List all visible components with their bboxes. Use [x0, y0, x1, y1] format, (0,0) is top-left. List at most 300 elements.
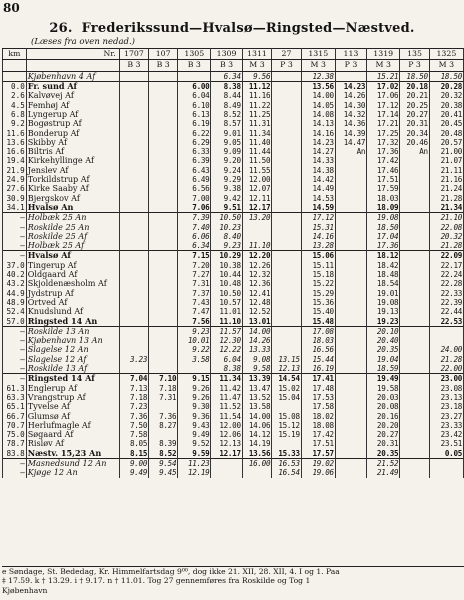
- time-cell: 13.15: [272, 355, 302, 364]
- time-cell: 6.00: [178, 82, 211, 92]
- time-cell: [149, 223, 178, 232]
- station-cell: Slagelse 12 Af: [26, 355, 119, 364]
- time-cell: 23.33: [429, 421, 463, 430]
- time-cell: 12.32: [242, 270, 272, 279]
- time-cell: 18.02: [301, 412, 335, 421]
- time-cell: 21.49: [367, 468, 400, 477]
- time-cell: 7.18: [149, 384, 178, 393]
- time-cell: [335, 430, 366, 439]
- km-cell: 43.2: [3, 279, 27, 288]
- time-cell: 12.36: [242, 279, 272, 288]
- time-cell: [119, 317, 148, 327]
- time-cell: 11.10: [211, 317, 242, 327]
- time-cell: 21.16: [429, 175, 463, 184]
- time-cell: 11.44: [242, 147, 272, 156]
- time-cell: [335, 241, 366, 251]
- time-cell: 20.31: [400, 119, 430, 128]
- km-cell: 21.9: [3, 166, 27, 175]
- time-cell: [119, 326, 148, 336]
- time-cell: [335, 307, 366, 316]
- station-cell: Kjøge 12 An: [26, 468, 119, 477]
- time-cell: 17.04: [367, 232, 400, 241]
- km-cell: —: [3, 223, 27, 232]
- time-cell: [119, 270, 148, 279]
- table-row: [3, 213, 464, 223]
- km-cell: —: [3, 364, 27, 374]
- time-cell: 7.00: [178, 194, 211, 203]
- time-cell: [335, 317, 366, 327]
- time-cell: 20.35: [367, 345, 400, 354]
- station-cell: Bonderup Af: [26, 129, 119, 138]
- time-cell: 7.31: [178, 279, 211, 288]
- time-cell: 19.01: [367, 289, 400, 298]
- time-cell: 21.28: [429, 194, 463, 203]
- column-subheader: B 3: [119, 60, 148, 71]
- time-cell: 17.53: [301, 393, 335, 402]
- time-cell: [400, 156, 430, 165]
- time-cell: [149, 270, 178, 279]
- time-cell: 17.36: [367, 241, 400, 251]
- time-cell: 19.23: [367, 317, 400, 327]
- time-cell: [149, 91, 178, 100]
- time-cell: [335, 175, 366, 184]
- time-cell: 9.56: [242, 71, 272, 81]
- time-cell: [400, 298, 430, 307]
- time-cell: [400, 270, 430, 279]
- time-cell: 16.54: [272, 468, 302, 477]
- time-cell: 7.18: [119, 393, 148, 402]
- time-cell: [272, 138, 302, 147]
- time-cell: [272, 251, 302, 261]
- km-cell: 61.3: [3, 384, 27, 393]
- table-row: [3, 345, 464, 354]
- time-cell: 20.25: [400, 101, 430, 110]
- time-cell: 14.47: [335, 138, 366, 147]
- time-cell: 13.47: [242, 384, 272, 393]
- column-header: Nr.: [26, 49, 119, 60]
- station-cell: Jydstrup Af: [26, 289, 119, 298]
- table-row: [3, 138, 464, 147]
- time-cell: [335, 71, 366, 81]
- column-subheader: M 3: [429, 60, 463, 71]
- time-cell: 9.38: [211, 184, 242, 193]
- time-cell: 18.59: [367, 364, 400, 374]
- time-cell: [400, 468, 430, 477]
- time-cell: 11.23: [178, 458, 211, 468]
- km-cell: 37.0: [3, 261, 27, 270]
- time-cell: 9.01: [211, 129, 242, 138]
- time-cell: 11.40: [242, 138, 272, 147]
- time-cell: 9.05: [211, 138, 242, 147]
- time-cell: 17.02: [367, 82, 400, 92]
- table-number: 26.: [49, 21, 73, 36]
- time-cell: An: [335, 147, 366, 156]
- time-cell: 18.48: [367, 270, 400, 279]
- time-cell: 14.36: [335, 119, 366, 128]
- footnote-line: ‡ 17.59. k † 13.29. i † 9.17. n † 11.01. Tog 27 gennemføres fra Roskilde og Tog 1: [2, 576, 311, 586]
- time-cell: 8.40: [211, 232, 242, 241]
- table-row: [3, 175, 464, 184]
- time-cell: 15.22: [301, 279, 335, 288]
- time-cell: [272, 175, 302, 184]
- table-row: [3, 251, 464, 261]
- time-cell: [335, 374, 366, 384]
- station-cell: Englerup Af: [26, 384, 119, 393]
- time-cell: [149, 156, 178, 165]
- time-cell: 13.58: [242, 402, 272, 411]
- time-cell: [272, 101, 302, 110]
- column-subheader: M 3: [367, 60, 400, 71]
- table-row: [3, 317, 464, 327]
- time-cell: [119, 184, 148, 193]
- time-cell: 20.40: [367, 336, 400, 345]
- time-cell: 20.03: [367, 393, 400, 402]
- time-cell: [119, 364, 148, 374]
- table-row: [3, 439, 464, 448]
- time-cell: 15.12: [272, 421, 302, 430]
- km-cell: 48.9: [3, 298, 27, 307]
- time-cell: 18.42: [367, 261, 400, 270]
- time-cell: [149, 307, 178, 316]
- time-cell: 17.25: [367, 129, 400, 138]
- time-cell: 6.04: [211, 355, 242, 364]
- station-cell: Roskilde 13 An: [26, 326, 119, 336]
- time-cell: 20.10: [367, 326, 400, 336]
- time-cell: 23.51: [429, 439, 463, 448]
- time-cell: [149, 355, 178, 364]
- time-cell: [400, 355, 430, 364]
- time-cell: 9.49: [119, 468, 148, 477]
- km-cell: 75.0: [3, 430, 27, 439]
- time-cell: [242, 223, 272, 232]
- time-cell: 12.13: [211, 439, 242, 448]
- table-row: [3, 326, 464, 336]
- time-cell: 10.44: [211, 270, 242, 279]
- time-cell: [400, 223, 430, 232]
- time-cell: 13.33: [242, 345, 272, 354]
- time-cell: 9.52: [178, 439, 211, 448]
- time-cell: [272, 345, 302, 354]
- time-cell: [335, 345, 366, 354]
- footnotes: [2, 566, 464, 595]
- time-cell: [272, 213, 302, 223]
- time-cell: 14.39: [335, 129, 366, 138]
- time-cell: 7.06: [178, 203, 211, 213]
- time-cell: [335, 166, 366, 175]
- time-cell: 9.29: [211, 175, 242, 184]
- column-subheader: M 3: [301, 60, 335, 71]
- time-cell: 20.16: [367, 412, 400, 421]
- timetable-header: [3, 49, 464, 72]
- station-cell: Kalvøvej Af: [26, 91, 119, 100]
- time-cell: 21.10: [429, 213, 463, 223]
- time-cell: [272, 307, 302, 316]
- time-cell: 12.19: [178, 468, 211, 477]
- page-number: 80: [3, 1, 20, 15]
- km-cell: 6.8: [3, 110, 27, 119]
- station-cell: Tyvelse Af: [26, 402, 119, 411]
- time-cell: 20.21: [400, 91, 430, 100]
- time-cell: [119, 101, 148, 110]
- column-subheader: [26, 60, 119, 71]
- time-cell: [335, 364, 366, 374]
- time-cell: 20.28: [429, 82, 463, 92]
- time-cell: [400, 194, 430, 203]
- km-cell: 2.6: [3, 91, 27, 100]
- km-cell: 78.7: [3, 439, 27, 448]
- column-header: 1309: [211, 49, 242, 60]
- time-cell: 13.28: [301, 241, 335, 251]
- time-cell: 22.17: [429, 261, 463, 270]
- time-cell: [272, 241, 302, 251]
- time-cell: 20.08: [367, 402, 400, 411]
- column-subheader: [3, 60, 27, 71]
- time-cell: 9.45: [149, 468, 178, 477]
- time-cell: 11.47: [211, 393, 242, 402]
- timetable-title: [0, 21, 464, 36]
- time-cell: [272, 71, 302, 81]
- time-cell: 23.18: [429, 402, 463, 411]
- table-row: [3, 223, 464, 232]
- time-cell: [149, 71, 178, 81]
- km-cell: 83.8: [3, 449, 27, 459]
- time-cell: 14.06: [242, 421, 272, 430]
- time-cell: 23.00: [429, 374, 463, 384]
- time-cell: 14.23: [335, 82, 366, 92]
- station-cell: Skibby Af: [26, 138, 119, 147]
- station-cell: Næstv. 15,23 An: [26, 449, 119, 459]
- time-cell: 12.22: [211, 345, 242, 354]
- station-cell: Knudslund Af: [26, 307, 119, 316]
- time-cell: [119, 289, 148, 298]
- time-cell: 14.53: [301, 194, 335, 203]
- time-cell: 14.16: [301, 232, 335, 241]
- time-cell: 14.05: [301, 101, 335, 110]
- time-cell: [400, 384, 430, 393]
- station-cell: Tingerup Af: [26, 261, 119, 270]
- time-cell: 7.23: [119, 402, 148, 411]
- time-cell: [242, 468, 272, 477]
- time-cell: 15.06: [301, 251, 335, 261]
- time-cell: 15.02: [272, 384, 302, 393]
- time-cell: 6.43: [178, 166, 211, 175]
- time-cell: 13.52: [242, 393, 272, 402]
- time-cell: 14.26: [335, 91, 366, 100]
- time-cell: [400, 336, 430, 345]
- time-cell: 21.28: [429, 241, 463, 251]
- route-title: Frederikssund—Hvalsø—Ringsted—Næstved.: [81, 21, 415, 36]
- time-cell: [400, 166, 430, 175]
- time-cell: [335, 194, 366, 203]
- time-cell: [429, 336, 463, 345]
- table-row: [3, 156, 464, 165]
- time-cell: [119, 298, 148, 307]
- time-cell: [272, 110, 302, 119]
- time-cell: [119, 232, 148, 241]
- time-cell: [149, 317, 178, 327]
- reading-direction-note: (Læses fra oven nedad.): [31, 37, 135, 47]
- time-cell: 15.29: [301, 289, 335, 298]
- time-cell: [149, 110, 178, 119]
- column-subheader: P 3: [335, 60, 366, 71]
- time-cell: 14.16: [301, 129, 335, 138]
- time-cell: 20.32: [429, 232, 463, 241]
- time-cell: 9.22: [178, 345, 211, 354]
- time-cell: 16.00: [242, 458, 272, 468]
- timetable: [2, 48, 464, 478]
- time-cell: 6.49: [178, 175, 211, 184]
- time-cell: 14.13: [301, 119, 335, 128]
- time-cell: 12.38: [301, 71, 335, 81]
- station-cell: Hvalsø An: [26, 203, 119, 213]
- time-cell: 10.50: [211, 213, 242, 223]
- time-cell: [400, 251, 430, 261]
- time-cell: [149, 194, 178, 203]
- table-row: [3, 147, 464, 156]
- column-header: 27: [272, 49, 302, 60]
- station-cell: Holbæk 25 An: [26, 213, 119, 223]
- time-cell: [149, 147, 178, 156]
- km-cell: —: [3, 326, 27, 336]
- time-cell: [272, 147, 302, 156]
- time-cell: 6.34: [178, 241, 211, 251]
- time-cell: [119, 156, 148, 165]
- time-cell: [429, 458, 463, 468]
- time-cell: [272, 223, 302, 232]
- time-cell: [400, 412, 430, 421]
- km-cell: 52.4: [3, 307, 27, 316]
- time-cell: [149, 82, 178, 92]
- time-cell: 22.24: [429, 270, 463, 279]
- time-cell: [400, 241, 430, 251]
- time-cell: 19.13: [367, 307, 400, 316]
- time-cell: [149, 119, 178, 128]
- time-cell: 7.40: [178, 223, 211, 232]
- km-cell: —: [3, 251, 27, 261]
- km-cell: 4.5: [3, 101, 27, 110]
- km-cell: 11.6: [3, 129, 27, 138]
- station-cell: Masnedsund 12 An: [26, 458, 119, 468]
- station-cell: Kjøbenhavn 13 An: [26, 336, 119, 345]
- time-cell: 20.35: [367, 449, 400, 459]
- time-cell: 9.30: [178, 402, 211, 411]
- table-row: [3, 458, 464, 468]
- time-cell: 15.31: [301, 223, 335, 232]
- time-cell: 11.31: [242, 119, 272, 128]
- time-cell: [149, 241, 178, 251]
- column-header: 1315: [301, 49, 335, 60]
- time-cell: 9.58: [242, 364, 272, 374]
- time-cell: 12.30: [211, 336, 242, 345]
- time-cell: [272, 439, 302, 448]
- column-subheader: P 3: [400, 60, 430, 71]
- station-cell: Roskilde 25 An: [26, 223, 119, 232]
- time-cell: [119, 251, 148, 261]
- time-cell: [335, 270, 366, 279]
- time-cell: 15.18: [301, 270, 335, 279]
- time-cell: 9.00: [119, 458, 148, 468]
- time-cell: 9.09: [211, 147, 242, 156]
- column-header: 1311: [242, 49, 272, 60]
- time-cell: [272, 156, 302, 165]
- time-cell: [335, 439, 366, 448]
- time-cell: 11.10: [242, 241, 272, 251]
- km-cell: 0.0: [3, 82, 27, 92]
- km-cell: 44.9: [3, 289, 27, 298]
- header-row-classes: [3, 60, 464, 71]
- time-cell: 19.08: [367, 298, 400, 307]
- time-cell: 6.29: [178, 138, 211, 147]
- time-cell: 7.43: [178, 298, 211, 307]
- time-cell: [272, 298, 302, 307]
- km-cell: 70.7: [3, 421, 27, 430]
- table-row: [3, 279, 464, 288]
- time-cell: 12.41: [242, 289, 272, 298]
- time-cell: [149, 138, 178, 147]
- time-cell: 6.13: [178, 110, 211, 119]
- time-cell: 7.36: [119, 412, 148, 421]
- time-cell: [400, 430, 430, 439]
- time-cell: [400, 345, 430, 354]
- time-cell: [119, 71, 148, 81]
- time-cell: 17.06: [367, 91, 400, 100]
- time-cell: 19.49: [367, 374, 400, 384]
- time-cell: [429, 468, 463, 477]
- time-cell: 9.26: [178, 393, 211, 402]
- column-header: 113: [335, 49, 366, 60]
- time-cell: [149, 203, 178, 213]
- time-cell: [335, 449, 366, 459]
- table-row: [3, 430, 464, 439]
- time-cell: [149, 336, 178, 345]
- station-cell: Vrangstrup Af: [26, 393, 119, 402]
- time-cell: 19.08: [367, 213, 400, 223]
- time-cell: [400, 421, 430, 430]
- table-row: [3, 393, 464, 402]
- column-header: km: [3, 49, 27, 60]
- time-cell: 14.00: [242, 326, 272, 336]
- time-cell: [149, 232, 178, 241]
- time-cell: [149, 345, 178, 354]
- time-cell: 8.15: [119, 449, 148, 459]
- time-cell: [335, 213, 366, 223]
- time-cell: [149, 289, 178, 298]
- time-cell: [119, 110, 148, 119]
- table-row: [3, 71, 464, 81]
- time-cell: 21.34: [429, 203, 463, 213]
- time-cell: 7.04: [119, 374, 148, 384]
- time-cell: 14.19: [242, 439, 272, 448]
- time-cell: 17.42: [367, 156, 400, 165]
- time-cell: 15.33: [272, 449, 302, 459]
- station-cell: Bogøstrup Af: [26, 119, 119, 128]
- station-cell: Torkildstrup Af: [26, 175, 119, 184]
- time-cell: 15.36: [301, 298, 335, 307]
- time-cell: 6.34: [211, 71, 242, 81]
- station-cell: Herlufmagle Af: [26, 421, 119, 430]
- time-cell: [149, 175, 178, 184]
- time-cell: 17.14: [367, 110, 400, 119]
- time-cell: [335, 384, 366, 393]
- time-cell: [178, 71, 211, 81]
- time-cell: [272, 119, 302, 128]
- time-cell: 8.52: [149, 449, 178, 459]
- time-cell: [400, 279, 430, 288]
- station-cell: Roskilde 25 Af: [26, 232, 119, 241]
- column-header: 1305: [178, 49, 211, 60]
- station-cell: Biltris Af: [26, 147, 119, 156]
- time-cell: 15.21: [367, 71, 400, 81]
